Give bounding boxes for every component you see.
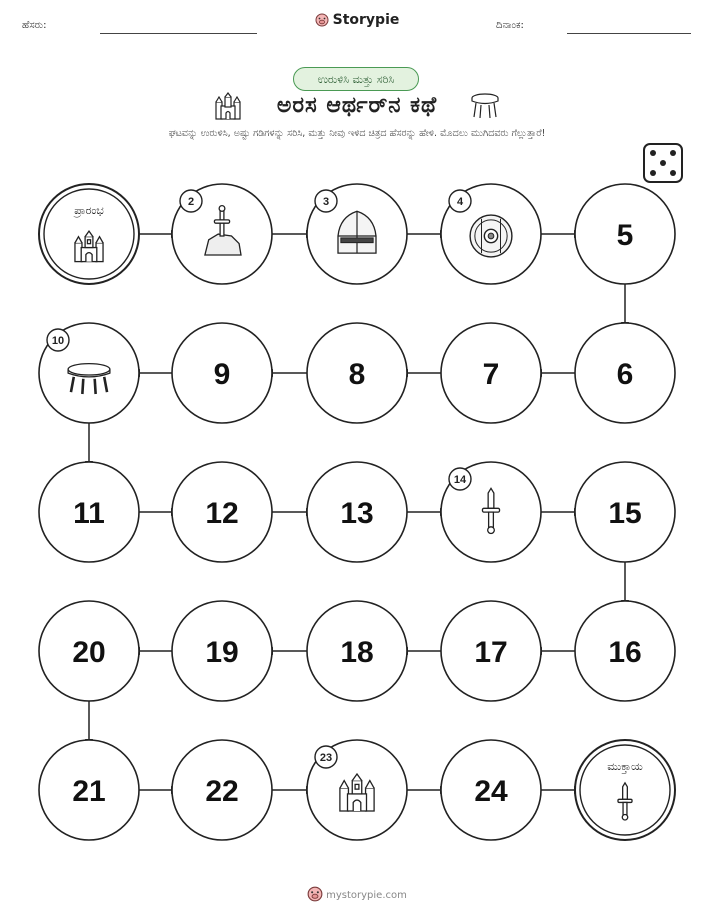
board-space bbox=[575, 601, 675, 701]
board-space bbox=[307, 462, 407, 562]
space-number: 6 bbox=[616, 358, 634, 391]
board-space bbox=[172, 462, 272, 562]
board-space bbox=[307, 184, 407, 284]
start-space bbox=[39, 184, 139, 284]
space-number: 3 bbox=[322, 196, 330, 208]
board-space bbox=[172, 740, 272, 840]
space-number: 2 bbox=[187, 196, 195, 208]
finish-label: ಮುಕ್ತಾಯ bbox=[607, 760, 643, 773]
space-number: 5 bbox=[616, 219, 634, 252]
space-number: 15 bbox=[608, 497, 642, 530]
board-space bbox=[172, 323, 272, 423]
finish-space bbox=[575, 740, 675, 840]
board-space bbox=[307, 740, 407, 840]
board-space bbox=[172, 184, 272, 284]
space-number: 20 bbox=[72, 636, 106, 669]
space-number: 8 bbox=[348, 358, 366, 391]
board-space bbox=[441, 601, 541, 701]
board-space bbox=[441, 740, 541, 840]
space-number: 19 bbox=[205, 636, 239, 669]
shield-icon bbox=[470, 215, 512, 257]
date-label: ದಿನಾಂಕ: bbox=[496, 20, 524, 31]
space-number: 21 bbox=[72, 775, 106, 808]
space-number: 16 bbox=[608, 636, 642, 669]
board-space bbox=[441, 184, 541, 284]
board-space bbox=[39, 601, 139, 701]
board-space bbox=[39, 462, 139, 562]
space-number: 7 bbox=[482, 358, 500, 391]
board-space bbox=[441, 462, 541, 562]
footer-site: mystorypie.com bbox=[326, 890, 407, 901]
space-number: 9 bbox=[213, 358, 231, 391]
board-space bbox=[307, 601, 407, 701]
board-space bbox=[39, 740, 139, 840]
space-number: 10 bbox=[51, 335, 65, 347]
brand-name: Storypie bbox=[332, 12, 400, 28]
board-space bbox=[441, 323, 541, 423]
space-number: 17 bbox=[474, 636, 508, 669]
space-number: 11 bbox=[73, 497, 105, 530]
board-space bbox=[172, 601, 272, 701]
space-number: 14 bbox=[453, 474, 467, 486]
space-number: 22 bbox=[205, 775, 239, 808]
board-space bbox=[39, 323, 139, 423]
space-number: 23 bbox=[319, 752, 333, 764]
name-label: ಹೆಸರು: bbox=[22, 20, 47, 31]
board-space bbox=[575, 184, 675, 284]
space-number: 12 bbox=[205, 497, 239, 530]
board-space bbox=[575, 323, 675, 423]
instructions: ಘಟವನ್ನು ಉರುಳಿಸಿ, ಅಷ್ಟು ಗಡಿಗಳನ್ನು ಸರಿಸಿ, ಮತ್ತು ನೀವು ಇಳಿದ ಚಿತ್ರದ ಹೆಸರನ್ನು ಹೇಳಿ. ಮೊದಲು ಮುಗಿದವರು ಗೆಲ್ಲುತ್ತಾರೆ! bbox=[168, 128, 546, 139]
board-space bbox=[575, 462, 675, 562]
space-number: 24 bbox=[474, 775, 508, 808]
space-number: 4 bbox=[456, 196, 464, 208]
footer bbox=[0, 886, 714, 905]
pig-logo-icon bbox=[307, 886, 323, 905]
board-space bbox=[307, 323, 407, 423]
space-number: 18 bbox=[340, 636, 374, 669]
space-number: 13 bbox=[340, 497, 374, 530]
start-label: ಪ್ರಾರಂಭ bbox=[74, 204, 104, 217]
subtitle-badge: ಉರುಳಿಸಿ ಮತ್ತು ಸರಿಸಿ bbox=[293, 67, 419, 91]
game-title: ಅರಸ ಆರ್ಥರ್‌ನ ಕಥೆ bbox=[276, 93, 438, 118]
